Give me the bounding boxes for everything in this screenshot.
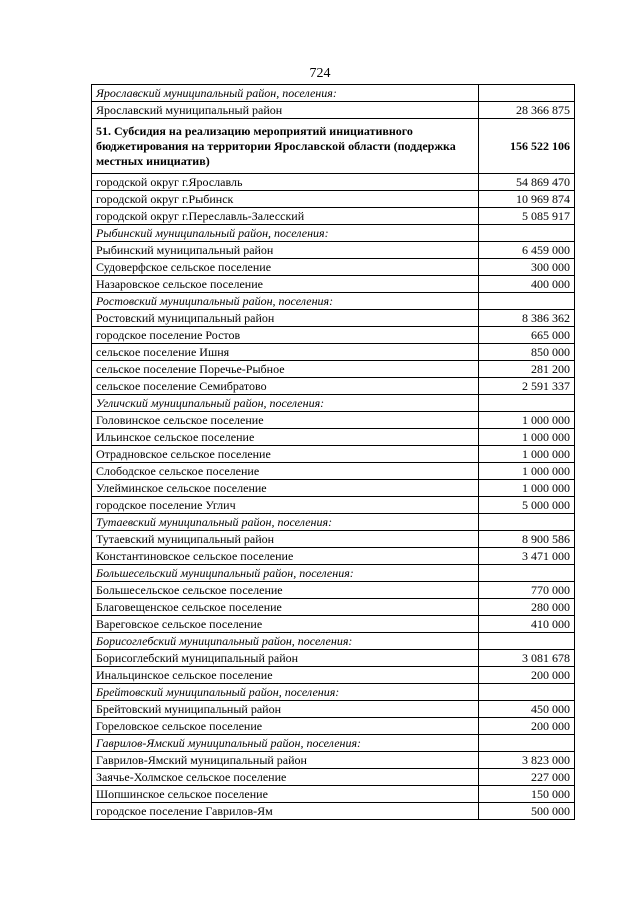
row-amount: 1 000 000 bbox=[479, 463, 575, 480]
table-row bbox=[92, 191, 575, 208]
row-amount: 1 000 000 bbox=[479, 412, 575, 429]
row-amount: 28 366 875 bbox=[479, 102, 575, 119]
row-name: Угличский муниципальный район, поселения: bbox=[92, 395, 479, 412]
row-name: Рыбинский муниципальный район, поселения: bbox=[92, 225, 479, 242]
row-amount: 1 000 000 bbox=[479, 446, 575, 463]
table-row bbox=[92, 412, 575, 429]
row-name: Борисоглебский муниципальный район bbox=[92, 650, 479, 667]
table-row bbox=[92, 497, 575, 514]
row-name: сельское поселение Семибратово bbox=[92, 378, 479, 395]
row-amount: 1 000 000 bbox=[479, 429, 575, 446]
row-amount: 6 459 000 bbox=[479, 242, 575, 259]
table-row bbox=[92, 803, 575, 820]
row-name: 51. Субсидия на реализацию мероприятий инициативного бюджетирования на территории Ярославской области (поддержка местных инициатив) bbox=[92, 119, 479, 174]
table-row bbox=[92, 667, 575, 684]
row-amount: 3 823 000 bbox=[479, 752, 575, 769]
table-row bbox=[92, 102, 575, 119]
row-name: Слободское сельское поселение bbox=[92, 463, 479, 480]
row-amount: 281 200 bbox=[479, 361, 575, 378]
table-row bbox=[92, 548, 575, 565]
row-amount: 850 000 bbox=[479, 344, 575, 361]
row-name: Константиновское сельское поселение bbox=[92, 548, 479, 565]
table-row bbox=[92, 650, 575, 667]
row-name: Вареговское сельское поселение bbox=[92, 616, 479, 633]
row-amount bbox=[479, 684, 575, 701]
row-name: Судоверфское сельское поселение bbox=[92, 259, 479, 276]
table-row bbox=[92, 582, 575, 599]
row-amount: 3 081 678 bbox=[479, 650, 575, 667]
table-row bbox=[92, 446, 575, 463]
row-amount bbox=[479, 735, 575, 752]
row-amount: 1 000 000 bbox=[479, 480, 575, 497]
table-row bbox=[92, 531, 575, 548]
row-amount: 300 000 bbox=[479, 259, 575, 276]
table-row bbox=[92, 701, 575, 718]
table-row bbox=[92, 769, 575, 786]
row-name: Ярославский муниципальный район bbox=[92, 102, 479, 119]
row-name: Шопшинское сельское поселение bbox=[92, 786, 479, 803]
table-row bbox=[92, 616, 575, 633]
table-row bbox=[92, 259, 575, 276]
row-amount: 280 000 bbox=[479, 599, 575, 616]
row-amount bbox=[479, 514, 575, 531]
row-amount: 5 000 000 bbox=[479, 497, 575, 514]
table-row-subsidy-heading bbox=[92, 119, 575, 174]
row-name: Ростовский муниципальный район, поселения: bbox=[92, 293, 479, 310]
table-row bbox=[92, 361, 575, 378]
row-name: городской округ г.Рыбинск bbox=[92, 191, 479, 208]
row-name: Гореловское сельское поселение bbox=[92, 718, 479, 735]
table-row bbox=[92, 480, 575, 497]
table-row-district bbox=[92, 514, 575, 531]
row-name: Заячье-Холмское сельское поселение bbox=[92, 769, 479, 786]
row-name: Большесельское сельское поселение bbox=[92, 582, 479, 599]
row-amount: 8 386 362 bbox=[479, 310, 575, 327]
row-amount: 770 000 bbox=[479, 582, 575, 599]
row-amount: 8 900 586 bbox=[479, 531, 575, 548]
row-amount: 200 000 bbox=[479, 667, 575, 684]
row-name: Инальцинское сельское поселение bbox=[92, 667, 479, 684]
table-row-district bbox=[92, 395, 575, 412]
row-name: сельское поселение Ишня bbox=[92, 344, 479, 361]
row-amount: 227 000 bbox=[479, 769, 575, 786]
row-name: Ильинское сельское поселение bbox=[92, 429, 479, 446]
table-row bbox=[92, 276, 575, 293]
row-name: Брейтовский муниципальный район, поселения: bbox=[92, 684, 479, 701]
row-name: Большесельский муниципальный район, поселения: bbox=[92, 565, 479, 582]
row-amount bbox=[479, 225, 575, 242]
row-amount: 450 000 bbox=[479, 701, 575, 718]
table-row bbox=[92, 327, 575, 344]
row-name: Отрадновское сельское поселение bbox=[92, 446, 479, 463]
row-amount: 3 471 000 bbox=[479, 548, 575, 565]
table-row bbox=[92, 344, 575, 361]
row-amount bbox=[479, 395, 575, 412]
table-row-district bbox=[92, 565, 575, 582]
row-name: Ярославский муниципальный район, поселения: bbox=[92, 85, 479, 102]
row-amount: 410 000 bbox=[479, 616, 575, 633]
row-name: Ростовский муниципальный район bbox=[92, 310, 479, 327]
row-name: городской округ г.Переславль-Залесский bbox=[92, 208, 479, 225]
row-name: городской округ г.Ярославль bbox=[92, 174, 479, 191]
table-row-district bbox=[92, 85, 575, 102]
table-row-district bbox=[92, 735, 575, 752]
row-name: Головинское сельское поселение bbox=[92, 412, 479, 429]
row-name: Брейтовский муниципальный район bbox=[92, 701, 479, 718]
row-amount: 665 000 bbox=[479, 327, 575, 344]
table-row bbox=[92, 752, 575, 769]
row-name: Назаровское сельское поселение bbox=[92, 276, 479, 293]
row-name: городское поселение Углич bbox=[92, 497, 479, 514]
row-name: Тутаевский муниципальный район, поселения: bbox=[92, 514, 479, 531]
table-row-district bbox=[92, 684, 575, 701]
table-row bbox=[92, 718, 575, 735]
budget-table bbox=[91, 84, 575, 820]
row-amount: 5 085 917 bbox=[479, 208, 575, 225]
row-amount: 150 000 bbox=[479, 786, 575, 803]
row-amount: 156 522 106 bbox=[479, 119, 575, 174]
row-amount: 2 591 337 bbox=[479, 378, 575, 395]
row-name: Гаврилов-Ямский муниципальный район, поселения: bbox=[92, 735, 479, 752]
row-name: Борисоглебский муниципальный район, поселения: bbox=[92, 633, 479, 650]
table-row bbox=[92, 242, 575, 259]
row-name: Благовещенское сельское поселение bbox=[92, 599, 479, 616]
table-row bbox=[92, 310, 575, 327]
table-row-district bbox=[92, 225, 575, 242]
table-row bbox=[92, 786, 575, 803]
row-amount bbox=[479, 293, 575, 310]
table-row bbox=[92, 599, 575, 616]
table-row-district bbox=[92, 633, 575, 650]
table-row bbox=[92, 378, 575, 395]
row-amount bbox=[479, 85, 575, 102]
row-amount: 400 000 bbox=[479, 276, 575, 293]
row-amount: 54 869 470 bbox=[479, 174, 575, 191]
row-name: сельское поселение Поречье-Рыбное bbox=[92, 361, 479, 378]
row-name: Рыбинский муниципальный район bbox=[92, 242, 479, 259]
row-name: Улейминское сельское поселение bbox=[92, 480, 479, 497]
page-number: 724 bbox=[309, 66, 331, 81]
row-name: Гаврилов-Ямский муниципальный район bbox=[92, 752, 479, 769]
row-name: городское поселение Ростов bbox=[92, 327, 479, 344]
table-row bbox=[92, 208, 575, 225]
table-row-district bbox=[92, 293, 575, 310]
row-amount: 200 000 bbox=[479, 718, 575, 735]
table-row bbox=[92, 429, 575, 446]
row-amount bbox=[479, 633, 575, 650]
table-row bbox=[92, 174, 575, 191]
row-amount bbox=[479, 565, 575, 582]
row-amount: 10 969 874 bbox=[479, 191, 575, 208]
row-name: городское поселение Гаврилов-Ям bbox=[92, 803, 479, 820]
table-row bbox=[92, 463, 575, 480]
row-name: Тутаевский муниципальный район bbox=[92, 531, 479, 548]
row-amount: 500 000 bbox=[479, 803, 575, 820]
